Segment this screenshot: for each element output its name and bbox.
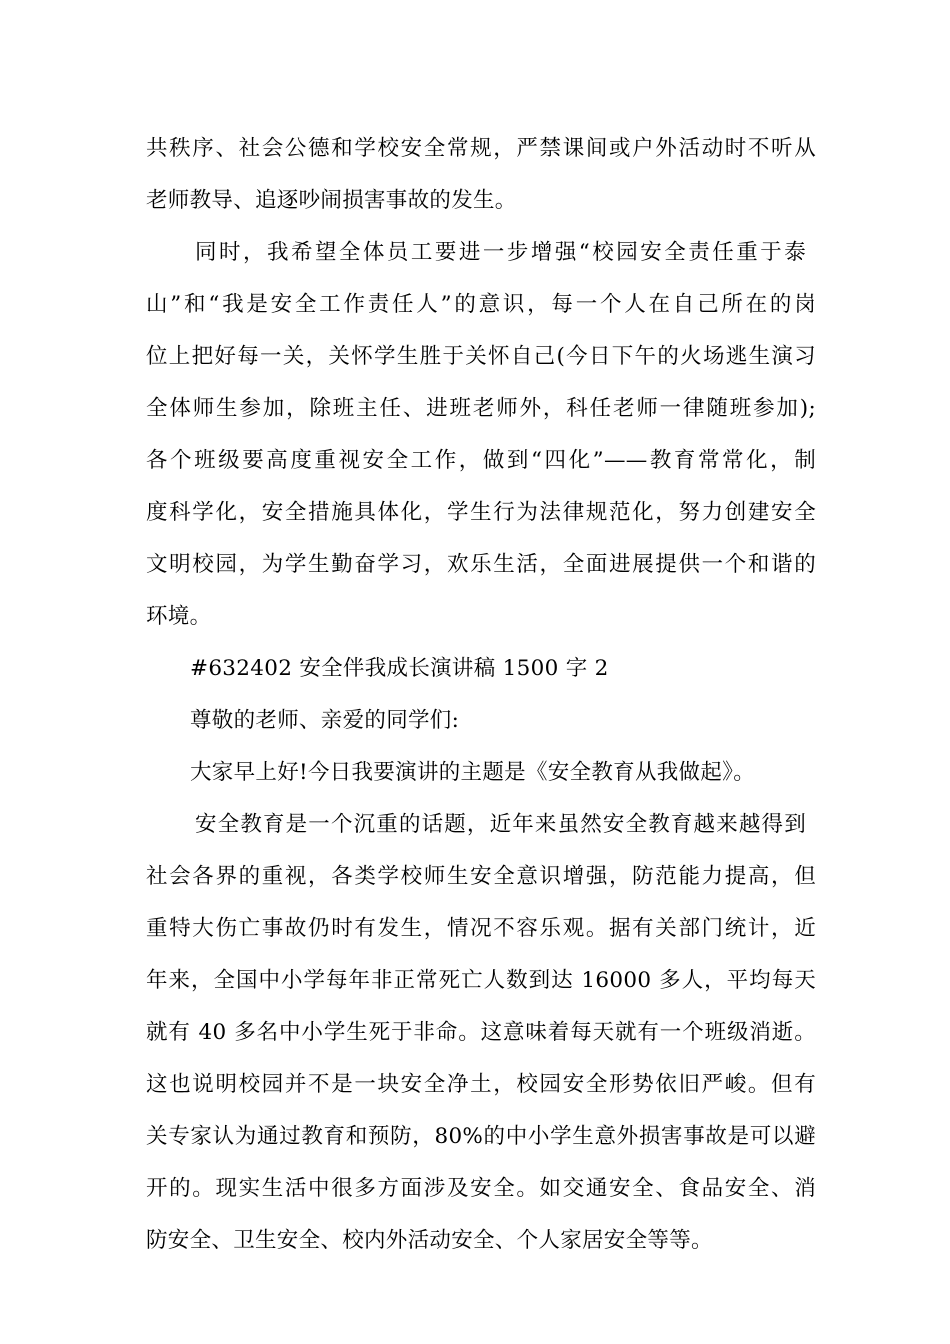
text-line-4: 山”和“我是安全工作责任人”的意识，每一个人在自己所在的岗 [146,292,816,317]
text-line-3: 同时，我希望全体员工要进一步增强“校园安全责任重于泰 [195,240,806,265]
section-heading: #632402 安全伴我成长演讲稿 1500 字 2 [190,656,609,681]
text-line-15: 社会各界的重视，各类学校师生安全意识增强，防范能力提高，但 [146,864,816,889]
text-line-9: 文明校园，为学生勤奋学习，欢乐生活，全面进展提供一个和谐的 [146,552,816,577]
text-line-10: 环境。 [146,604,212,629]
text-line-21: 开的。现实生活中很多方面涉及安全。如交通安全、食品安全、消 [146,1176,816,1201]
text-line-17: 年来，全国中小学每年非正常死亡人数到达 16000 多人，平均每天 [146,968,816,993]
text-line-20: 关专家认为通过教育和预防，80%的中小学生意外损害事故是可以避 [146,1124,816,1149]
text-line-8: 度科学化，安全措施具体化，学生行为法律规范化，努力创建安全 [146,500,816,525]
text-line-13: 大家早上好!今日我要演讲的主题是《安全教育从我做起》。 [190,760,755,785]
text-line-18: 就有 40 多名中小学生死于非命。这意味着每天就有一个班级消逝。 [146,1020,816,1045]
text-line-1: 共秩序、社会公德和学校安全常规，严禁课间或户外活动时不听从 [146,136,816,161]
text-line-7: 各个班级要高度重视安全工作，做到“四化”——教育常常化，制 [146,448,816,473]
text-line-6: 全体师生参加，除班主任、进班老师外，科任老师一律随班参加); [146,396,816,421]
text-line-12: 尊敬的老师、亲爱的同学们: [190,708,460,733]
text-line-16: 重特大伤亡事故仍时有发生，情况不容乐观。据有关部门统计，近 [146,916,816,941]
text-line-14: 安全教育是一个沉重的话题，近年来虽然安全教育越来越得到 [195,812,806,837]
text-line-5: 位上把好每一关，关怀学生胜于关怀自己(今日下午的火场逃生演习 [146,344,816,369]
text-line-22: 防安全、卫生安全、校内外活动安全、个人家居安全等等。 [146,1228,713,1253]
text-line-2: 老师教导、追逐吵闹损害事故的发生。 [146,188,517,213]
text-line-19: 这也说明校园并不是一块安全净土，校园安全形势依旧严峻。但有 [146,1072,816,1097]
